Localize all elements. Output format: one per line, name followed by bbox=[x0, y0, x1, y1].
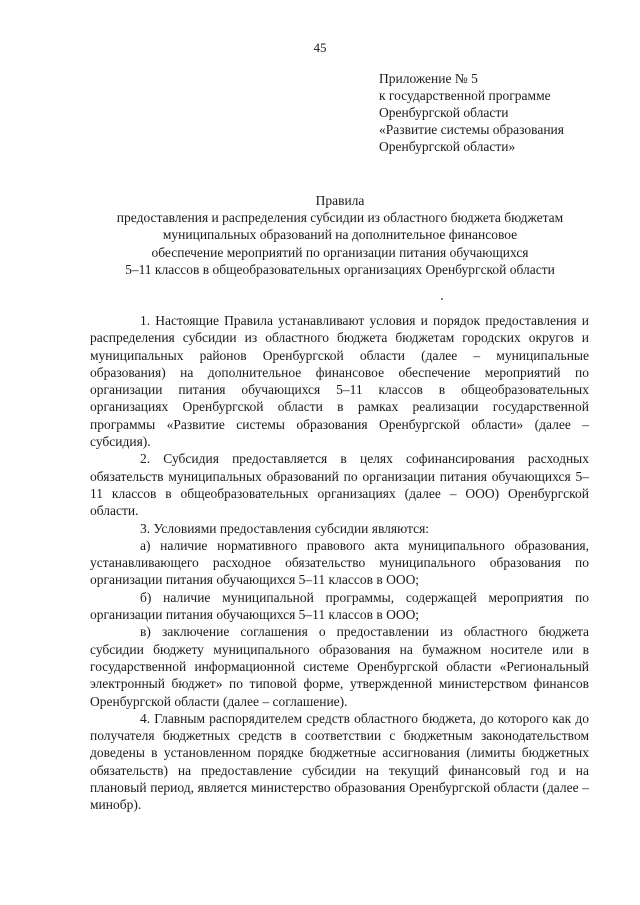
title-line: обеспечение мероприятий по организации питания обучающихся bbox=[151, 244, 529, 260]
appendix-header bbox=[379, 70, 629, 155]
paragraph-3b: б) наличие муниципальной программы, содержащей мероприятия по организации питания обучающихся 5–11 классов в ООО; bbox=[90, 589, 589, 623]
paragraph-4: 4. Главным распорядителем средств областного бюджета, до которого как до получателя бюджетных средств в соответствии с бюджетным законодательством доведены в установленном порядке бюджетные ассигнования (лимиты бюджетных обязательств) на предоставление субсидии на текущий финансовый год и на плановый период, является министерство образования Оренбургской области (далее – минобр). bbox=[90, 710, 589, 813]
appendix-line: к государственной программе bbox=[379, 88, 551, 103]
appendix-line: Приложение № 5 bbox=[379, 71, 478, 86]
paragraph-2: 2. Субсидия предоставляется в целях софинансирования расходных обязательств муниципальных образований по организации питания обучающихся 5–11 классов в общеобразовательных организациях (далее – ООО) Оренбургской области. bbox=[90, 451, 589, 519]
appendix-line: Оренбургской области bbox=[379, 105, 509, 120]
page-number: 45 bbox=[313, 40, 327, 55]
appendix-line: Оренбургской области» bbox=[379, 139, 516, 154]
scan-speck bbox=[441, 298, 443, 300]
title-line: предоставления и распределения субсидии из областного бюджета бюджетам bbox=[116, 210, 564, 226]
appendix-line: «Развитие системы образования bbox=[379, 122, 564, 137]
paragraph-1: 1. Настоящие Правила устанавливают условия и порядок предоставления и распределения субсидии из областного бюджета бюджетам городских округов и муниципальных районов Оренбургской области (далее – муниципальные образования) на дополнительное финансовое обеспечение мероприятий по организации питания обучающихся 5–11 классов в общеобразовательных организациях Оренбургской области в рамках реализации государственной программы «Развитие системы образования Оренбургской области» (далее – субсидия). bbox=[90, 313, 589, 450]
body-text bbox=[90, 312, 589, 814]
title-line: 5–11 классов в общеобразовательных организациях Оренбургской области bbox=[125, 261, 555, 277]
paragraph-3c: в) заключение соглашения о предоставлении из областного бюджета субсидии бюджету муниципального образования на бумажном носителе или в государственной информационной системе Оренбургской области «Региональный электронный бюджет» по типовой форме, утвержденной министерством финансов Оренбургской области (далее – соглашение). bbox=[90, 624, 589, 709]
paragraph-3a: а) наличие нормативного правового акта муниципального образования, устанавливающего расходное обязательство муниципального образования по организации питания обучающихся 5–11 классов в ООО; bbox=[90, 537, 589, 588]
title-heading: Правила bbox=[315, 193, 365, 208]
paragraph-3: 3. Условиями предоставления субсидии являются: bbox=[140, 520, 430, 536]
title-line: муниципальных образований на дополнительное финансовое bbox=[162, 227, 518, 243]
document-title bbox=[90, 192, 590, 278]
